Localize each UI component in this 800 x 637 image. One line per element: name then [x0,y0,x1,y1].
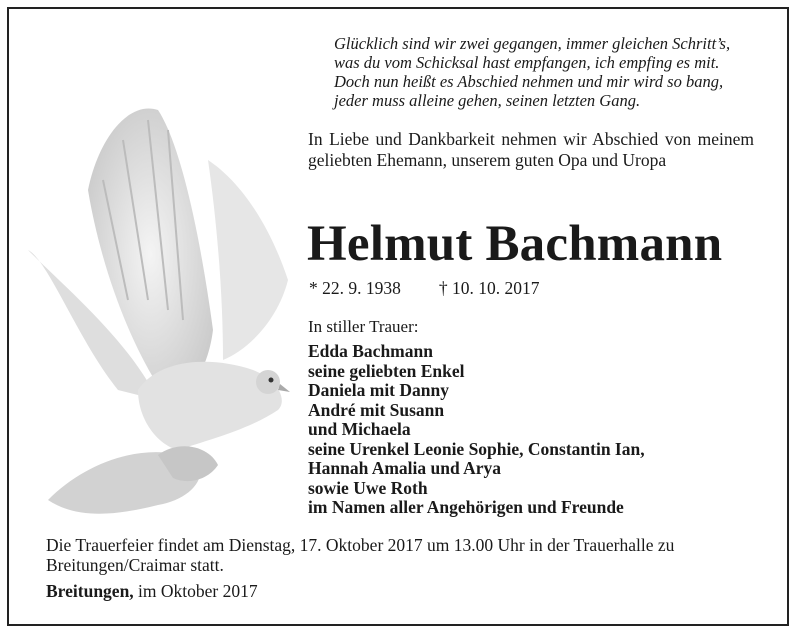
dove-image [8,100,338,530]
place-town: Breitungen, [46,581,134,601]
mourner-line: sowie Uwe Roth [308,477,428,498]
mourners-list [308,342,645,518]
life-dates [309,278,540,299]
mourner-line: seine Urenkel Leonie Sophie, Constantin Ian, [308,438,645,459]
deceased-name: Helmut Bachmann [307,216,723,272]
place-date [46,581,258,602]
poem-line: Doch nun heißt es Abschied nehmen und mir wird so bang, [334,72,724,91]
birth-date: * 22. 9. 1938 [309,278,401,298]
place-date-text: im Oktober 2017 [138,581,258,601]
death-date: † 10. 10. 2017 [438,278,540,298]
poem [334,34,774,110]
poem-line: jeder muss alleine gehen, seinen letzten Gang. [334,91,641,110]
mourner-line: seine geliebten Enkel [308,360,465,381]
mourner-line: Daniela mit Danny [308,380,449,400]
mourning-label: In stiller Trauer: [308,317,419,336]
mourner-line: Edda Bachmann [308,341,433,361]
poem-line: was du vom Schicksal hast empfangen, ich empfing es mit. [334,53,720,72]
mourner-line: und Michaela [308,419,411,439]
mourner-line: Hannah Amalia und Arya [308,458,502,478]
mourner-line: im Namen aller Angehörigen und Freunde [308,497,624,517]
service-notice: Die Trauerfeier findet am Dienstag, 17. Oktober 2017 um 13.00 Uhr in der Trauerhalle zu Breitungen/Craimar statt. [46,535,675,575]
poem-line: Glücklich sind wir zwei gegangen, immer gleichen Schritt’s, [334,34,731,53]
mourner-line: André mit Susann [308,399,445,420]
intro-text: In Liebe und Dankbarkeit nehmen wir Abschied von meinem geliebten Ehemann, unserem guten Opa und Uropa [308,129,754,170]
